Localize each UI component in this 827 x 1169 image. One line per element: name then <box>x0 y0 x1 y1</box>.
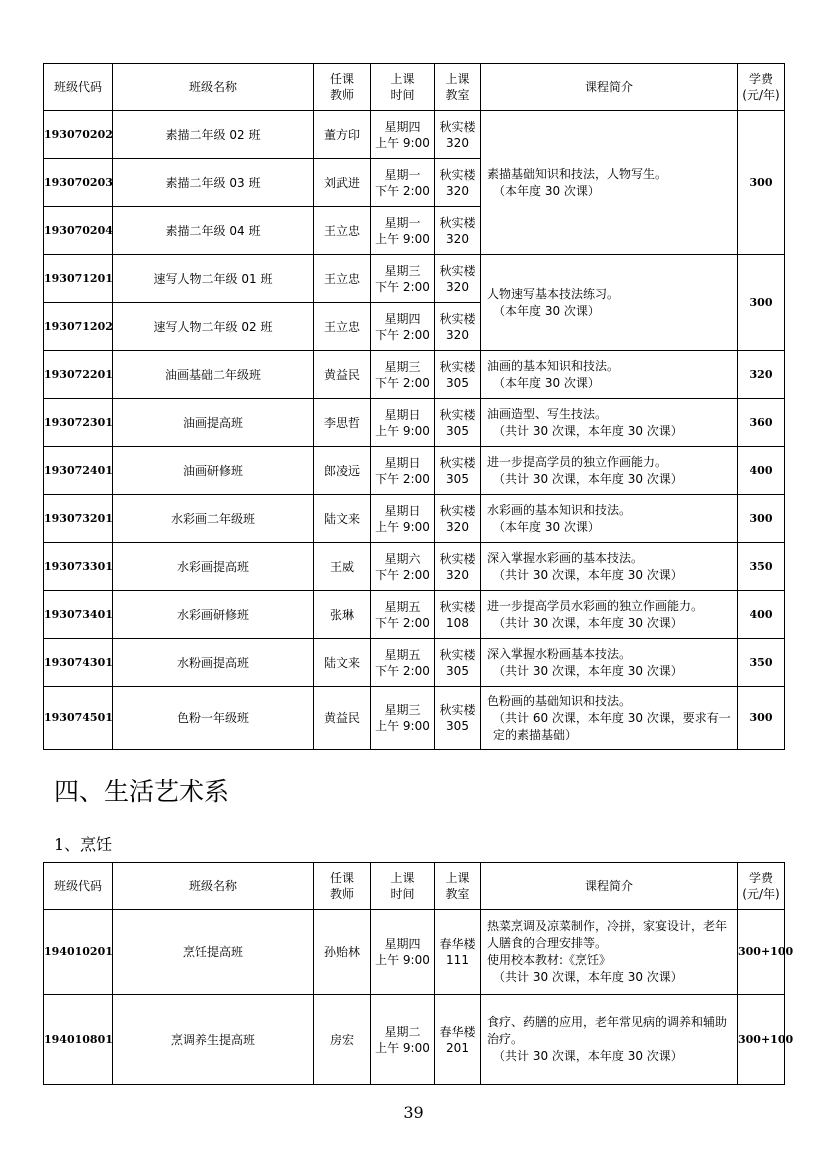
cell-line: 秋实楼 <box>439 551 476 566</box>
cell-line: 星期日 <box>384 503 421 518</box>
intro-line: 使用校本教材:《烹饪》 <box>487 953 612 967</box>
intro-line: （共计 30 次课，本年度 30 次课） <box>493 663 683 678</box>
class-code: 193071202 <box>44 303 113 351</box>
tuition-fee: 300+100 <box>738 995 785 1085</box>
cell-line: 320 <box>446 279 469 294</box>
cell-line: 星期四 <box>384 119 421 134</box>
course-intro <box>481 351 738 399</box>
header-fee: 学费 (元/年) <box>738 64 785 111</box>
intro-line: （共计 60 次课，本年度 30 次课，要求有一定的素描基础） <box>493 710 731 742</box>
header-time: 上课 时间 <box>371 863 435 910</box>
teacher: 郎凌远 <box>314 447 371 495</box>
cell-line: 上午 9:00 <box>375 423 430 438</box>
class-name: 油画提高班 <box>113 399 314 447</box>
header-intro: 课程简介 <box>481 863 738 910</box>
classroom <box>435 910 481 995</box>
classroom <box>435 995 481 1085</box>
cell-line: 下午 2:00 <box>375 327 430 342</box>
intro-line: （共计 30 次课，本年度 30 次课） <box>493 615 683 630</box>
table-row <box>44 351 785 399</box>
header-teacher: 任课 教师 <box>314 64 371 111</box>
class-time <box>371 255 435 303</box>
table-row <box>44 639 785 687</box>
header-code: 班级代码 <box>44 64 113 111</box>
section-title: 四、生活艺术系 <box>54 777 230 806</box>
course-intro <box>481 639 738 687</box>
cell-line: 305 <box>446 375 469 390</box>
intro-line: （本年度 30 次课） <box>493 183 600 198</box>
class-code: 193072201 <box>44 351 113 399</box>
classroom <box>435 447 481 495</box>
cell-line: 星期四 <box>384 311 421 326</box>
intro-line: 油画造型、写生技法。 <box>487 406 608 421</box>
tuition-fee: 350 <box>738 543 785 591</box>
classroom <box>435 639 481 687</box>
teacher: 陆文来 <box>314 495 371 543</box>
cell-line: 305 <box>446 471 469 486</box>
cell-line: 星期四 <box>384 937 421 951</box>
table-row <box>44 111 785 159</box>
class-name: 油画基础二年级班 <box>113 351 314 399</box>
table-row <box>44 447 785 495</box>
class-code: 194010201 <box>44 910 113 995</box>
cell-line: 201 <box>446 1040 469 1055</box>
teacher: 房宏 <box>314 995 371 1085</box>
cell-line: 108 <box>446 615 469 630</box>
header-code: 班级代码 <box>44 863 113 910</box>
class-code: 193071201 <box>44 255 113 303</box>
intro-line: 进一步提高学员的独立作画能力。 <box>487 454 668 469</box>
cell-line: 秋实楼 <box>439 455 476 470</box>
class-name: 水彩画研修班 <box>113 591 314 639</box>
class-code: 194010801 <box>44 995 113 1085</box>
table-row <box>44 255 785 303</box>
cell-line: 星期五 <box>384 647 421 662</box>
class-code: 193070202 <box>44 111 113 159</box>
class-name: 水粉画提高班 <box>113 639 314 687</box>
class-name: 素描二年级 04 班 <box>113 207 314 255</box>
cell-line: 320 <box>446 183 469 198</box>
class-name: 速写人物二年级 01 班 <box>113 255 314 303</box>
teacher: 王立忠 <box>314 207 371 255</box>
table-row <box>44 910 785 995</box>
class-name: 素描二年级 03 班 <box>113 159 314 207</box>
tuition-fee: 300 <box>738 495 785 543</box>
table-header-row <box>44 863 785 910</box>
cell-line: 上午 9:00 <box>375 953 430 967</box>
cell-line: 秋实楼 <box>439 647 476 662</box>
cell-line: 下午 2:00 <box>375 663 430 678</box>
subsection-title: 1、烹饪 <box>54 835 113 854</box>
class-time <box>371 447 435 495</box>
course-intro <box>481 910 738 995</box>
cell-line: 下午 2:00 <box>375 375 430 390</box>
class-name: 色粉一年级班 <box>113 687 314 750</box>
cell-line: 下午 2:00 <box>375 183 430 198</box>
table-header-row <box>44 64 785 111</box>
class-time <box>371 207 435 255</box>
intro-line: （共计 30 次课，本年度 30 次课） <box>493 970 683 984</box>
course-intro <box>481 447 738 495</box>
class-code: 193073401 <box>44 591 113 639</box>
class-code: 193072401 <box>44 447 113 495</box>
intro-line: （共计 30 次课，本年度 30 次课） <box>493 471 683 486</box>
cell-line: 星期二 <box>384 1024 421 1039</box>
course-intro <box>481 255 738 351</box>
table-row <box>44 591 785 639</box>
teacher: 孙贻林 <box>314 910 371 995</box>
header-time: 上课 时间 <box>371 64 435 111</box>
classroom <box>435 543 481 591</box>
class-name: 水彩画二年级班 <box>113 495 314 543</box>
tuition-fee: 300 <box>738 255 785 351</box>
header-name: 班级名称 <box>113 64 314 111</box>
tuition-fee: 350 <box>738 639 785 687</box>
course-intro <box>481 111 738 255</box>
tuition-fee: 300 <box>738 111 785 255</box>
class-name: 烹调养生提高班 <box>113 995 314 1085</box>
class-time <box>371 495 435 543</box>
intro-line: （本年度 30 次课） <box>493 375 600 390</box>
cell-line: 320 <box>446 519 469 534</box>
cell-line: 下午 2:00 <box>375 567 430 582</box>
teacher: 王立忠 <box>314 255 371 303</box>
classroom <box>435 255 481 303</box>
class-code: 193072301 <box>44 399 113 447</box>
cell-line: 秋实楼 <box>439 359 476 374</box>
cell-line: 秋实楼 <box>439 263 476 278</box>
classroom <box>435 351 481 399</box>
classroom <box>435 399 481 447</box>
table-row <box>44 495 785 543</box>
course-intro <box>481 495 738 543</box>
classroom <box>435 207 481 255</box>
cell-line: 秋实楼 <box>439 407 476 422</box>
header-room: 上课 教室 <box>435 863 481 910</box>
teacher: 王威 <box>314 543 371 591</box>
cell-line: 秋实楼 <box>439 167 476 182</box>
teacher: 张琳 <box>314 591 371 639</box>
cell-line: 305 <box>446 663 469 678</box>
cell-line: 305 <box>446 719 469 733</box>
cell-line: 320 <box>446 231 469 246</box>
class-time <box>371 591 435 639</box>
header-teacher: 任课 教师 <box>314 863 371 910</box>
course-intro <box>481 591 738 639</box>
cell-line: 上午 9:00 <box>375 719 430 733</box>
cell-line: 下午 2:00 <box>375 279 430 294</box>
cell-line: 秋实楼 <box>439 703 476 717</box>
class-name: 素描二年级 02 班 <box>113 111 314 159</box>
class-time <box>371 303 435 351</box>
tuition-fee: 320 <box>738 351 785 399</box>
intro-line: （本年度 30 次课） <box>493 519 600 534</box>
class-time <box>371 159 435 207</box>
course-intro <box>481 543 738 591</box>
intro-line: （共计 30 次课，本年度 30 次课） <box>493 423 683 438</box>
intro-line: 深入掌握水粉画基本技法。 <box>487 646 632 661</box>
header-fee: 学费 (元/年) <box>738 863 785 910</box>
intro-line: 进一步提高学员水彩画的独立作画能力。 <box>487 598 704 613</box>
class-time <box>371 111 435 159</box>
tuition-fee: 400 <box>738 591 785 639</box>
course-intro <box>481 687 738 750</box>
intro-line: 色粉画的基础知识和技法。 <box>487 693 632 708</box>
class-time <box>371 543 435 591</box>
class-time <box>371 399 435 447</box>
intro-line: 人物速写基本技法练习。 <box>487 286 620 301</box>
intro-line: （共计 30 次课，本年度 30 次课） <box>493 567 683 582</box>
cell-line: 星期三 <box>384 263 421 278</box>
table-row <box>44 687 785 750</box>
cell-line: 星期日 <box>384 455 421 470</box>
tuition-fee: 360 <box>738 399 785 447</box>
cell-line: 秋实楼 <box>439 215 476 230</box>
intro-line: 油画的基本知识和技法。 <box>487 358 620 373</box>
page-number: 39 <box>403 1103 424 1122</box>
cell-line: 305 <box>446 423 469 438</box>
class-code: 193074501 <box>44 687 113 750</box>
class-name: 水彩画提高班 <box>113 543 314 591</box>
cell-line: 星期一 <box>384 215 421 230</box>
cell-line: 星期三 <box>384 359 421 374</box>
cell-line: 111 <box>446 953 469 967</box>
table-row <box>44 399 785 447</box>
cell-line: 春华楼 <box>439 1024 476 1039</box>
cell-line: 星期六 <box>384 551 421 566</box>
cell-line: 星期三 <box>384 703 421 717</box>
class-time <box>371 687 435 750</box>
intro-line: 深入掌握水彩画的基本技法。 <box>487 550 644 565</box>
class-name: 烹饪提高班 <box>113 910 314 995</box>
class-code: 193074301 <box>44 639 113 687</box>
teacher: 黄益民 <box>314 351 371 399</box>
teacher: 黄益民 <box>314 687 371 750</box>
intro-line: 热菜烹调及凉菜制作，冷拼，家宴设计，老年人膳食的合理安排等。 <box>487 919 728 950</box>
cell-line: 星期一 <box>384 167 421 182</box>
cell-line: 秋实楼 <box>439 119 476 134</box>
cell-line: 秋实楼 <box>439 599 476 614</box>
header-room: 上课 教室 <box>435 64 481 111</box>
class-time <box>371 639 435 687</box>
intro-line: 食疗、药膳的应用，老年常见病的调养和辅助治疗。 <box>487 1015 728 1046</box>
tuition-fee: 400 <box>738 447 785 495</box>
class-time <box>371 995 435 1085</box>
cell-line: 上午 9:00 <box>375 1040 430 1055</box>
class-name: 油画研修班 <box>113 447 314 495</box>
cell-line: 上午 9:00 <box>375 231 430 246</box>
cell-line: 秋实楼 <box>439 503 476 518</box>
teacher: 王立忠 <box>314 303 371 351</box>
cell-line: 320 <box>446 327 469 342</box>
cell-line: 上午 9:00 <box>375 135 430 150</box>
class-code: 193070204 <box>44 207 113 255</box>
cell-line: 320 <box>446 567 469 582</box>
teacher: 李思哲 <box>314 399 371 447</box>
header-name: 班级名称 <box>113 863 314 910</box>
cell-line: 星期五 <box>384 599 421 614</box>
course-table-art <box>43 63 785 750</box>
classroom <box>435 687 481 750</box>
table-row <box>44 543 785 591</box>
intro-line: 水彩画的基本知识和技法。 <box>487 502 632 517</box>
tuition-fee: 300+100 <box>738 910 785 995</box>
teacher: 董方印 <box>314 111 371 159</box>
classroom <box>435 111 481 159</box>
class-time <box>371 351 435 399</box>
classroom <box>435 591 481 639</box>
table-row <box>44 995 785 1085</box>
tuition-fee: 300 <box>738 687 785 750</box>
class-code: 193073201 <box>44 495 113 543</box>
cell-line: 上午 9:00 <box>375 519 430 534</box>
cell-line: 星期日 <box>384 407 421 422</box>
cell-line: 下午 2:00 <box>375 615 430 630</box>
class-code: 193070203 <box>44 159 113 207</box>
intro-line: （共计 30 次课，本年度 30 次课） <box>493 1049 683 1063</box>
class-name: 速写人物二年级 02 班 <box>113 303 314 351</box>
class-code: 193073301 <box>44 543 113 591</box>
classroom <box>435 159 481 207</box>
intro-line: （本年度 30 次课） <box>493 303 600 318</box>
cell-line: 320 <box>446 135 469 150</box>
teacher: 陆文来 <box>314 639 371 687</box>
cell-line: 下午 2:00 <box>375 471 430 486</box>
cell-line: 春华楼 <box>439 937 476 951</box>
classroom <box>435 303 481 351</box>
cell-line: 秋实楼 <box>439 311 476 326</box>
course-table-cooking <box>43 862 794 1085</box>
intro-line: 素描基础知识和技法，人物写生。 <box>487 166 668 181</box>
class-time <box>371 910 435 995</box>
teacher: 刘武进 <box>314 159 371 207</box>
classroom <box>435 495 481 543</box>
header-intro: 课程简介 <box>481 64 738 111</box>
course-intro <box>481 995 738 1085</box>
course-intro <box>481 399 738 447</box>
